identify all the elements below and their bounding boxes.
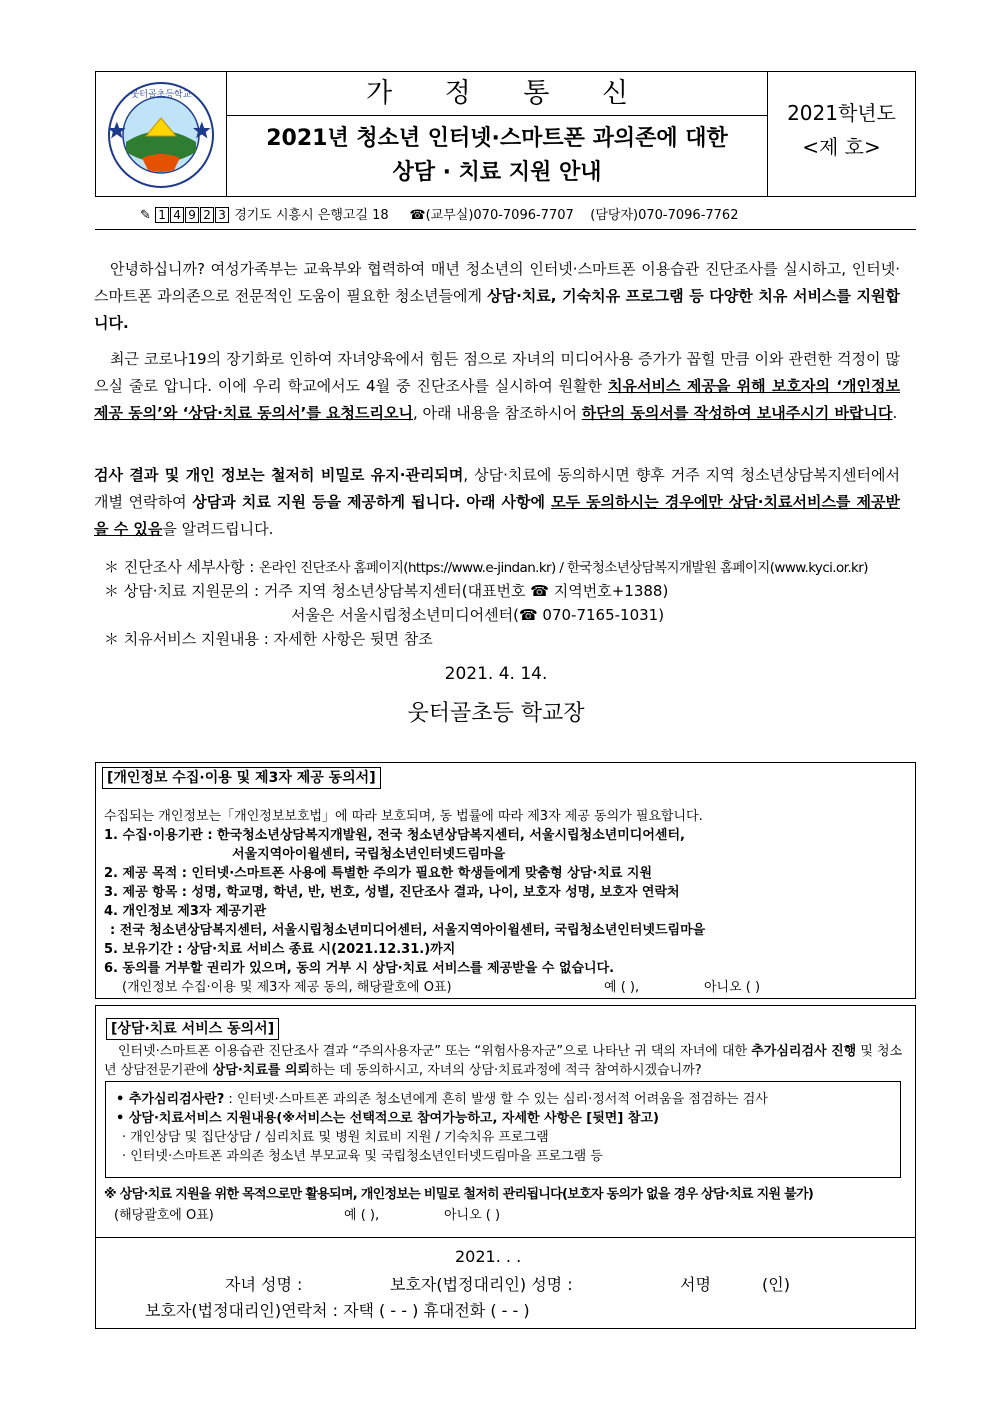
service-item-counseling: · 개인상담 및 집단상담 / 심리치료 및 병원 치료비 지원 / 기숙치유 프로그램 xyxy=(122,1130,549,1145)
service-support-info: • 상담·치료서비스 지원내용(※서비스는 선택적으로 참여가능하고, 자세한 사항은 [뒷면] 참고) xyxy=(116,1111,659,1126)
service-item-parent-education: · 인터넷·스마트폰 과의존 청소년 부모교육 및 국립청소년인터넷드림마을 프로그램 등 xyxy=(122,1149,603,1164)
guardian-name-field[interactable]: 보호자(법정대리인) 성명 : xyxy=(390,1275,573,1294)
privacy-yes-checkbox[interactable]: 예 ( ), xyxy=(604,980,640,995)
note-seoul-contact: 서울은 서울시립청소년미디어센터(☎ 070-7165-1031) xyxy=(291,606,665,624)
child-name-field[interactable]: 자녀 성명 : xyxy=(225,1275,303,1294)
school-address: 경기도 시흥시 은행고길 18 xyxy=(234,208,389,223)
svg-text:웃터골초등학교: 웃터골초등학교 xyxy=(130,90,192,100)
privacy-consent-body: 수집되는 개인정보는「개인정보보호법」에 따라 보호되며, 동 법률에 따라 제3자 제공 동의가 필요합니다. 1. 수집·이용기관 : 한국청소년상담복지개발원, 전국 청소년상담복지센터, 서울시립청소년미디어센터, 서울지역아이윌센터, 국립청소년인터넷드림마을 2. 제공 목적 : 인터넷·스마트폰 사용에 특별한 주의가 필요한 학생들에게 맞춤형 상담·치료 지원 3. 제공 항목 : 성명, 학교명, 학년, 반, 번호, 성별, 진단조사 결과, 나이, 보호자 성명, 보호자 연락처 4. 개인정보 제3자 제공기관 : 전국 청소년상담복지센터, 서울시립청소년미디어센터, 서울지역아이윌센터, 국립청소년인터넷드림마을 5. 보유기간 : 상담·치료 서비스 종료 시(2021.12.31.)까지 6. 동의를 거부할 권리가 있으며, 동의 거부 시 상담·치료 서비스를 제공받을 수 없습니다. (개인정보 수집·이용 및 제3자 제공 동의, 해당괄호에 O표) 예 ( ), 아니오 ( ) xyxy=(104,809,761,995)
school-year: 2021학년도 xyxy=(787,101,896,125)
postal-code: 1 4 9 2 3 xyxy=(155,208,234,223)
staff-phone: (담당자)070-7096-7762 xyxy=(590,208,739,223)
privacy-warning: ※ 상담·치료 지원을 위한 목적으로만 활용되며, 개인정보는 비밀로 철저히 관리됩니다(보호자 동의가 없을 경우 상담·치료 지원 불가) xyxy=(104,1187,814,1202)
service-info-box xyxy=(105,1081,901,1178)
subtitle-line1: 2021년 청소년 인터넷·스마트폰 과의존에 대한 xyxy=(266,126,728,151)
note-service-details: ＊ 치유서비스 지원내용 : 자세한 사항은 뒷면 참조 xyxy=(104,630,433,648)
school-logo-icon xyxy=(106,80,216,190)
principal-signature: 웃터골초등 학교장 xyxy=(407,701,585,726)
privacy-consent-form xyxy=(95,762,916,999)
guardian-contact-field[interactable]: 보호자(법정대리인)연락처 : 자택 ( - - ) 휴대전화 ( - - ) xyxy=(145,1301,530,1320)
extra-test-info: • 추가심리검사란? : 인터넷·스마트폰 과의존 청소년에게 흔히 발생 할 수 있는 심리·정서적 어려움을 점검하는 검사 xyxy=(116,1092,768,1107)
seal-mark: (인) xyxy=(762,1275,790,1294)
privacy-paragraph: 검사 결과 및 개인 정보는 철저히 비밀로 유지·관리되며, 상담·치료에 동의하시면 향후 거주 지역 청소년상담복지센터에서 개별 연락하여 상담과 치료 지원 등을 제공하게 됩니다. 아래 사항에 모두 동의하시는 경우에만 상담·치료서비스를 제공받을 수 있음을 알려드립니다. xyxy=(94,466,900,538)
counseling-no-checkbox[interactable]: 아니오 ( ) xyxy=(444,1208,501,1223)
office-phone: ☎(교무실)070-7096-7707 xyxy=(409,208,574,223)
mail-icon: ✎ xyxy=(140,208,151,223)
year-cell xyxy=(767,72,915,196)
intro-paragraph: 안녕하십니까? 여성가족부는 교육부와 협력하여 매년 청소년의 인터넷·스마트폰 이용습관 진단조사를 실시하고, 인터넷·스마트폰 과의존으로 전문적인 도움이 필요한 청소년들에게 상담·치료, 기숙치유 프로그램 등 다양한 치유 서비스를 지원합니다. xyxy=(94,260,900,332)
signature-divider xyxy=(95,1237,916,1238)
subtitle xyxy=(227,116,767,190)
counseling-consent-intro: 인터넷·스마트폰 이용습관 진단조사 결과 “주의사용자군” 또는 “위험사용자군”으로 나타난 귀 댁의 자녀에 대한 추가심리검사 진행 및 청소년 상담전문기관에 상담·치료를 의뢰하는 데 동의하시고, 자녀의 상담·치료과정에 적극 참여하시겠습니까? xyxy=(104,1044,903,1078)
header-table xyxy=(95,71,916,197)
counseling-yes-checkbox[interactable]: 예 ( ), xyxy=(344,1208,380,1223)
counseling-check-label: (해당괄호에 O표) xyxy=(114,1208,214,1223)
counseling-consent-title: [상담·치료 서비스 동의서] xyxy=(106,1018,279,1040)
school-logo-cell xyxy=(96,72,227,196)
issue-number: <제 호> xyxy=(802,135,881,159)
signature-date[interactable]: 2021. . . xyxy=(455,1247,522,1266)
privacy-check-label: (개인정보 수집·이용 및 제3자 제공 동의, 해당괄호에 O표) xyxy=(122,980,452,995)
address-line xyxy=(140,204,738,223)
note-survey-details: ＊ 진단조사 세부사항 : 온라인 진단조사 홈페이지(https://www.e-jindan.kr) / 한국청소년상담복지개발원 홈페이지(www.kyci.or.kr) xyxy=(104,558,868,576)
request-paragraph: 최근 코로나19의 장기화로 인하여 자녀양육에서 힘든 점으로 자녀의 미디어사용 증가가 꼽힐 만큼 이와 관련한 걱정이 많으실 줄로 압니다. 이에 우리 학교에서도 4월 중 진단조사를 실시하여 원활한 치유서비스 제공을 위해 보호자의 ‘개인정보 제공 동의’와 ‘상담·치료 동의서’를 요청드리오니, 아래 내용을 참조하시어 하단의 동의서를 작성하여 보내주시기 바랍니다. xyxy=(94,350,900,422)
privacy-no-checkbox[interactable]: 아니오 ( ) xyxy=(704,980,761,995)
note-counsel-contact: ＊ 상담·치료 지원문의 : 거주 지역 청소년상담복지센터(대표번호 ☎ 지역번호+1388) xyxy=(104,582,669,600)
issue-date: 2021. 4. 14. xyxy=(444,664,548,684)
divider xyxy=(95,229,916,230)
guardian-sign-field[interactable]: 서명 xyxy=(680,1275,711,1294)
title-cell xyxy=(227,72,767,196)
privacy-consent-title: [개인정보 수집·이용 및 제3자 제공 동의서] xyxy=(102,767,381,789)
subtitle-line2: 상담 · 치료 지원 안내 xyxy=(392,160,602,185)
page-title: 가 정 통 신 xyxy=(227,72,767,116)
